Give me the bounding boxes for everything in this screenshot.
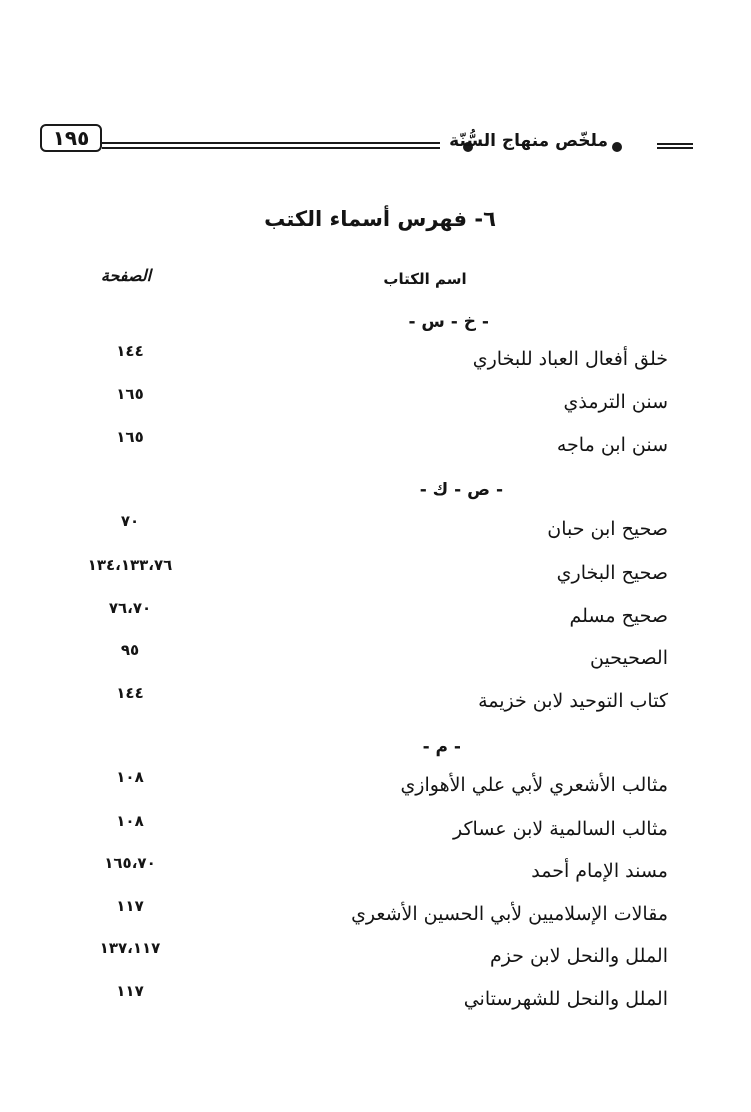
page-number-box: [40, 124, 102, 152]
letter-group-heading: - ص - ك -: [419, 480, 503, 500]
book-title: سنن ابن ماجه: [556, 434, 668, 456]
index-entry: [60, 641, 680, 681]
book-title: مثالب السالمية لابن عساكر: [453, 818, 668, 840]
page-numbers: ١٦٥،٧٠: [104, 854, 156, 872]
page-numbers: ١١٧: [116, 982, 144, 1000]
header-bullet-right: [612, 142, 622, 152]
page-numbers: ١٣٧،١١٧: [99, 939, 161, 957]
page-numbers: ١٤٤: [116, 684, 144, 702]
index-entry: [60, 512, 680, 552]
book-title: مسند الإمام أحمد: [531, 860, 668, 882]
page-numbers: ٧٦،٧٠: [108, 599, 152, 617]
page-numbers: ١٠٨: [116, 812, 144, 830]
book-title: صحيح ابن حبان: [547, 518, 668, 540]
book-title: مقالات الإسلاميين لأبي الحسين الأشعري: [351, 903, 668, 925]
page-numbers: ١١٧: [116, 897, 144, 915]
page-numbers: ١٣٤،١٣٣،٧٦: [87, 556, 173, 574]
index-entry: [60, 599, 680, 639]
page-numbers: ١٤٤: [116, 342, 144, 360]
book-title: خلق أفعال العباد للبخاري: [472, 348, 668, 370]
index-entry: [60, 768, 680, 808]
book-title: سنن الترمذي: [563, 391, 668, 413]
index-entry: [60, 854, 680, 894]
column-header-page: الصفحة: [100, 266, 152, 285]
book-title: الصحيحين: [589, 647, 668, 669]
book-title: صحيح البخاري: [556, 562, 668, 584]
book-title: الملل والنحل لابن حزم: [489, 945, 668, 967]
book-title: صحيح مسلم: [569, 605, 668, 627]
index-entry: [60, 556, 680, 596]
section-title: ٦- فهرس أسماء الكتب: [264, 207, 496, 231]
index-entry: [60, 812, 680, 852]
index-entry: [60, 897, 680, 937]
index-entry: [60, 684, 680, 724]
page-numbers: ١٦٥: [116, 385, 144, 403]
index-entry: [60, 385, 680, 425]
page-numbers: ٩٥: [120, 641, 140, 659]
letter-group-heading: - م -: [422, 737, 461, 757]
header-rule: [102, 142, 440, 149]
header-rule-tail: [657, 143, 693, 149]
index-entry: [60, 428, 680, 468]
letter-group-heading: - خ - س -: [408, 312, 489, 332]
page-numbers: ٧٠: [120, 512, 140, 530]
index-entry: [60, 342, 680, 382]
column-header-book-name: اسم الكتاب: [383, 270, 467, 288]
index-entry: [60, 939, 680, 979]
book-title: كتاب التوحيد لابن خزيمة: [478, 690, 668, 712]
page-numbers: ١٠٨: [116, 768, 144, 786]
book-title: مثالب الأشعري لأبي علي الأهوازي: [400, 774, 668, 796]
running-title: ملخّص منهاج السُّنّة: [449, 131, 608, 151]
book-title: الملل والنحل للشهرستاني: [463, 988, 668, 1010]
page-number: ١٩٥: [52, 126, 90, 150]
page-numbers: ١٦٥: [116, 428, 144, 446]
index-entry: [60, 982, 680, 1022]
